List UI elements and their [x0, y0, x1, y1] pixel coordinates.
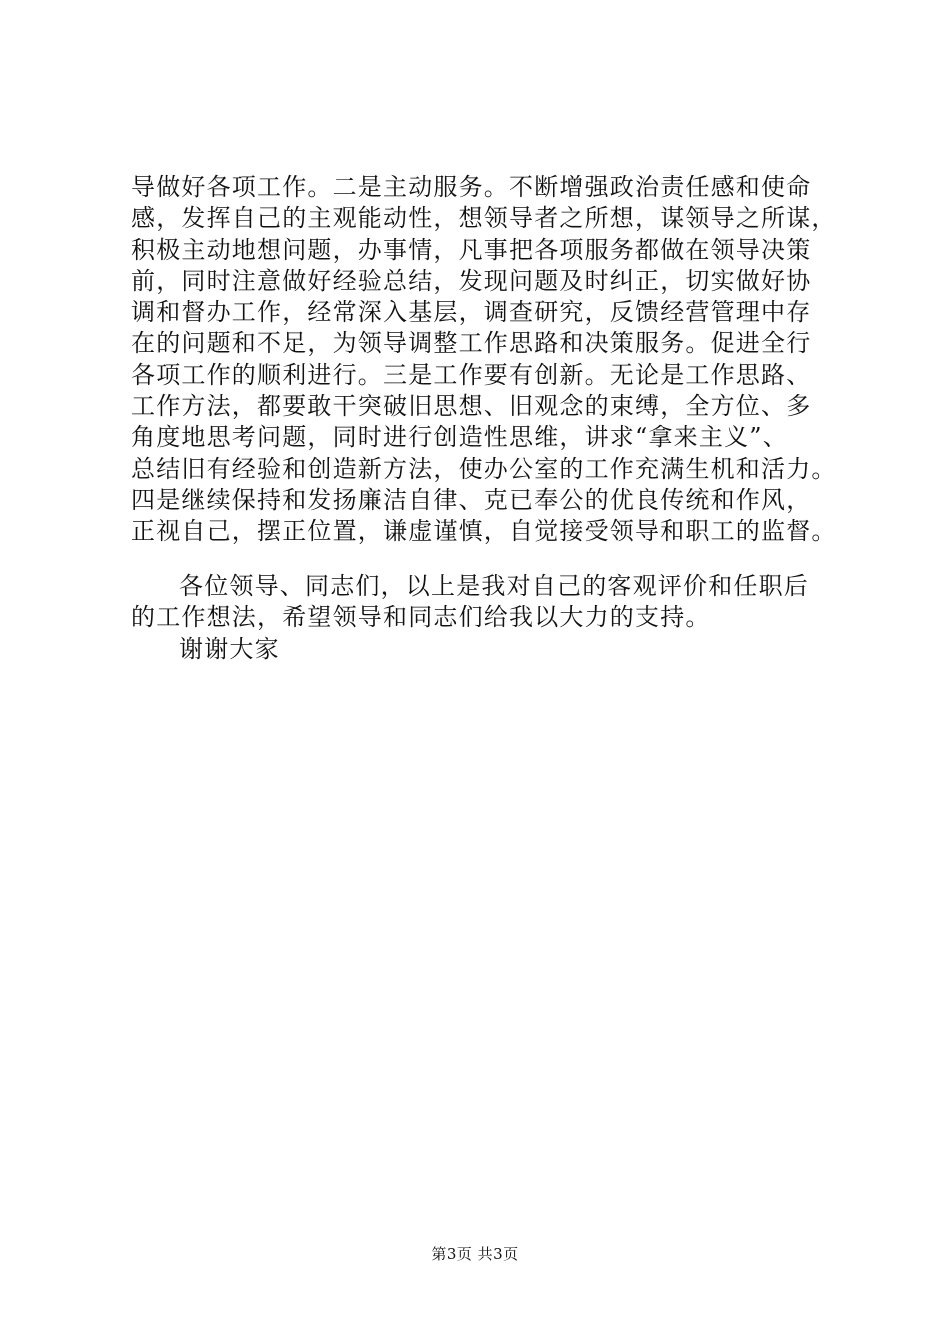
text-line: 总结旧有经验和创造新方法，使办公室的工作充满生机和活力。: [131, 454, 837, 483]
page-number: 第3页 共3页: [431, 1245, 519, 1263]
text-line: 各项工作的顺利进行。三是工作要有创新。无论是工作思路、: [131, 360, 812, 389]
text-line: 调和督办工作，经常深入基层，调查研究，反馈经营管理中存: [131, 298, 812, 327]
text-line: 前，同时注意做好经验总结，发现问题及时纠正，切实做好协: [131, 266, 812, 295]
text-line: 在的问题和不足，为领导调整工作思路和决策服务。促进全行: [131, 329, 812, 358]
page-footer: [0, 1244, 950, 1264]
text-line: 四是继续保持和发扬廉洁自律、克已奉公的优良传统和作风，: [131, 485, 812, 514]
text-line: 工作方法，都要敢干突破旧思想、旧观念的束缚，全方位、多: [131, 392, 812, 421]
closing-line: 谢谢大家: [179, 634, 280, 663]
text-line: 的工作想法，希望领导和同志们给我以大力的支持。: [131, 603, 711, 632]
text-line: 正视自己，摆正位置，谦虚谨慎，自觉接受领导和职工的监督。: [131, 517, 837, 546]
text-line: 角度地思考问题，同时进行创造性思维，讲求“拿来主义”、: [131, 423, 788, 452]
body-paragraph-2: [131, 571, 851, 665]
body-paragraph-1: [131, 172, 851, 548]
text-line: 各位领导、同志们，以上是我对自己的客观评价和任职后: [179, 572, 809, 600]
text-line: 感，发挥自己的主观能动性，想领导者之所想，谋领导之所谋，: [131, 204, 837, 233]
text-line: 导做好各项工作。二是主动服务。不断增强政治责任感和使命: [131, 173, 812, 201]
text-line: 积极主动地想问题，办事情，凡事把各项服务都做在领导决策: [131, 235, 812, 264]
